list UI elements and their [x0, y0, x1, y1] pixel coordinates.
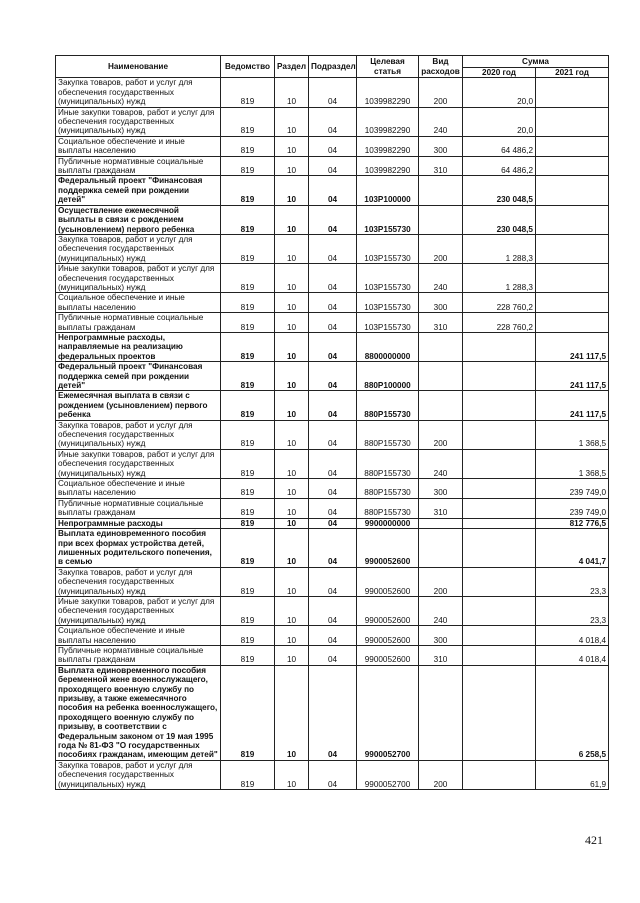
table-row [56, 156, 609, 176]
row-sum-2021: 23,3 [536, 567, 609, 596]
table-row [56, 498, 609, 518]
table-row [56, 176, 609, 205]
row-vid-rashodov: 310 [419, 645, 463, 665]
row-sum-2021: 239 749,0 [536, 479, 609, 499]
row-razdel: 10 [275, 362, 309, 391]
row-name: Ежемесячная выплата в связи с рождением (усыновлением) первого ребенка [56, 391, 221, 420]
row-vedomstvo: 819 [221, 391, 275, 420]
row-razdel: 10 [275, 313, 309, 333]
row-celevaya-statya: 880P155730 [357, 498, 419, 518]
row-vid-rashodov: 240 [419, 449, 463, 478]
row-podrazdel: 04 [309, 205, 357, 234]
row-podrazdel: 04 [309, 107, 357, 136]
row-podrazdel: 04 [309, 626, 357, 646]
row-vid-rashodov: 310 [419, 498, 463, 518]
row-celevaya-statya: 880P155730 [357, 449, 419, 478]
row-podrazdel: 04 [309, 234, 357, 263]
row-razdel: 10 [275, 479, 309, 499]
row-vedomstvo: 819 [221, 420, 275, 449]
row-celevaya-statya: 1039982290 [357, 78, 419, 107]
row-vedomstvo: 819 [221, 479, 275, 499]
table-row [56, 518, 609, 528]
col-header-razdel: Раздел [275, 56, 309, 78]
row-sum-2020 [463, 479, 536, 499]
row-razdel: 10 [275, 596, 309, 625]
row-sum-2020 [463, 760, 536, 789]
row-sum-2021: 241 117,5 [536, 332, 609, 361]
row-vedomstvo: 819 [221, 234, 275, 263]
row-name: Иные закупки товаров, работ и услуг для обеспечения государственных (муниципальных) нужд [56, 264, 221, 293]
row-vedomstvo: 819 [221, 205, 275, 234]
row-vedomstvo: 819 [221, 626, 275, 646]
row-sum-2020 [463, 332, 536, 361]
row-vid-rashodov [419, 391, 463, 420]
row-vid-rashodov: 300 [419, 136, 463, 156]
col-header-name: Наименование [56, 56, 221, 78]
row-podrazdel: 04 [309, 645, 357, 665]
row-podrazdel: 04 [309, 313, 357, 333]
row-vid-rashodov: 240 [419, 107, 463, 136]
row-celevaya-statya: 9900052700 [357, 665, 419, 760]
row-sum-2021 [536, 136, 609, 156]
row-vedomstvo: 819 [221, 529, 275, 568]
table-row [56, 626, 609, 646]
row-razdel: 10 [275, 391, 309, 420]
table-row [56, 264, 609, 293]
row-name: Социальное обеспечение и иные выплаты населению [56, 136, 221, 156]
col-header-podrazdel: Подраздел [309, 56, 357, 78]
table-row [56, 332, 609, 361]
row-sum-2020 [463, 567, 536, 596]
table-row [56, 136, 609, 156]
row-name: Иные закупки товаров, работ и услуг для обеспечения государственных (муниципальных) нужд [56, 596, 221, 625]
row-name: Выплата единовременного пособия беременной жене военнослужащего, проходящего военную службу по призыву, а также ежемесячного пособия на ребенка военнослужащего, проходящего военную службу по призыву, в соответствии с Федеральным законом от 19 мая 1995 года № 81-ФЗ "О государственных пособиях гражданам, имеющим детей" [56, 665, 221, 760]
row-name: Публичные нормативные социальные выплаты гражданам [56, 645, 221, 665]
row-celevaya-statya: 9900052600 [357, 645, 419, 665]
row-sum-2021: 239 749,0 [536, 498, 609, 518]
row-vid-rashodov: 200 [419, 760, 463, 789]
row-podrazdel: 04 [309, 567, 357, 596]
row-podrazdel: 04 [309, 665, 357, 760]
row-razdel: 10 [275, 760, 309, 789]
row-podrazdel: 04 [309, 518, 357, 528]
row-name: Закупка товаров, работ и услуг для обеспечения государственных (муниципальных) нужд [56, 567, 221, 596]
row-sum-2021: 812 776,5 [536, 518, 609, 528]
row-razdel: 10 [275, 626, 309, 646]
row-sum-2021 [536, 176, 609, 205]
row-celevaya-statya: 103P100000 [357, 176, 419, 205]
table-row [56, 107, 609, 136]
row-vid-rashodov: 300 [419, 293, 463, 313]
row-celevaya-statya: 1039982290 [357, 136, 419, 156]
row-vedomstvo: 819 [221, 498, 275, 518]
row-celevaya-statya: 103P155730 [357, 313, 419, 333]
row-podrazdel: 04 [309, 362, 357, 391]
col-header-vedomstvo: Ведомство [221, 56, 275, 78]
row-sum-2021 [536, 234, 609, 263]
row-vid-rashodov [419, 205, 463, 234]
row-podrazdel: 04 [309, 479, 357, 499]
table-row [56, 449, 609, 478]
row-razdel: 10 [275, 518, 309, 528]
row-razdel: 10 [275, 332, 309, 361]
row-name: Осуществление ежемесячной выплаты в связи с рождением (усыновлением) первого ребенка [56, 205, 221, 234]
row-vid-rashodov [419, 518, 463, 528]
row-name: Закупка товаров, работ и услуг для обеспечения государственных (муниципальных) нужд [56, 420, 221, 449]
row-sum-2021: 241 117,5 [536, 391, 609, 420]
row-celevaya-statya: 103P155730 [357, 264, 419, 293]
row-sum-2021: 4 018,4 [536, 645, 609, 665]
row-sum-2020: 230 048,5 [463, 176, 536, 205]
row-podrazdel: 04 [309, 760, 357, 789]
row-sum-2020: 230 048,5 [463, 205, 536, 234]
table-row [56, 420, 609, 449]
table-row [56, 645, 609, 665]
row-sum-2021: 1 368,5 [536, 449, 609, 478]
row-podrazdel: 04 [309, 176, 357, 205]
row-name: Иные закупки товаров, работ и услуг для обеспечения государственных (муниципальных) нужд [56, 449, 221, 478]
row-sum-2020: 228 760,2 [463, 293, 536, 313]
row-podrazdel: 04 [309, 529, 357, 568]
row-sum-2020 [463, 391, 536, 420]
row-vedomstvo: 819 [221, 596, 275, 625]
budget-table-page [55, 55, 608, 790]
row-sum-2020: 228 760,2 [463, 313, 536, 333]
row-razdel: 10 [275, 176, 309, 205]
row-razdel: 10 [275, 498, 309, 518]
row-sum-2020 [463, 645, 536, 665]
row-sum-2020 [463, 498, 536, 518]
row-sum-2020 [463, 449, 536, 478]
row-podrazdel: 04 [309, 420, 357, 449]
row-sum-2021: 6 258,5 [536, 665, 609, 760]
row-vedomstvo: 819 [221, 78, 275, 107]
row-sum-2020 [463, 362, 536, 391]
row-sum-2020: 1 288,3 [463, 264, 536, 293]
row-sum-2021 [536, 78, 609, 107]
table-row [56, 205, 609, 234]
row-razdel: 10 [275, 107, 309, 136]
row-vid-rashodov [419, 529, 463, 568]
row-vid-rashodov [419, 665, 463, 760]
row-sum-2021: 61,9 [536, 760, 609, 789]
col-header-2020: 2020 год [463, 68, 536, 78]
row-podrazdel: 04 [309, 596, 357, 625]
row-celevaya-statya: 9900052600 [357, 529, 419, 568]
row-name: Федеральный проект "Финансовая поддержка семей при рождении детей" [56, 176, 221, 205]
row-podrazdel: 04 [309, 498, 357, 518]
col-header-celevaya: Целевая статья [357, 56, 419, 78]
row-sum-2020 [463, 596, 536, 625]
row-celevaya-statya: 880P155730 [357, 420, 419, 449]
row-vid-rashodov: 240 [419, 596, 463, 625]
row-razdel: 10 [275, 293, 309, 313]
row-podrazdel: 04 [309, 391, 357, 420]
row-vedomstvo: 819 [221, 760, 275, 789]
row-vid-rashodov: 240 [419, 264, 463, 293]
row-razdel: 10 [275, 645, 309, 665]
row-sum-2021: 4 041,7 [536, 529, 609, 568]
col-header-2021: 2021 год [536, 68, 609, 78]
row-celevaya-statya: 1039982290 [357, 156, 419, 176]
row-vid-rashodov [419, 362, 463, 391]
row-sum-2021: 241 117,5 [536, 362, 609, 391]
row-celevaya-statya: 9900052600 [357, 567, 419, 596]
row-name: Публичные нормативные социальные выплаты гражданам [56, 156, 221, 176]
row-celevaya-statya: 880P155730 [357, 479, 419, 499]
row-vid-rashodov [419, 332, 463, 361]
row-vedomstvo: 819 [221, 176, 275, 205]
row-name: Закупка товаров, работ и услуг для обеспечения государственных (муниципальных) нужд [56, 78, 221, 107]
row-razdel: 10 [275, 156, 309, 176]
row-vid-rashodov [419, 176, 463, 205]
table-body [56, 78, 609, 790]
row-razdel: 10 [275, 665, 309, 760]
row-vedomstvo: 819 [221, 136, 275, 156]
row-sum-2021 [536, 313, 609, 333]
row-sum-2021 [536, 107, 609, 136]
row-vid-rashodov: 300 [419, 479, 463, 499]
row-vid-rashodov: 200 [419, 234, 463, 263]
row-vedomstvo: 819 [221, 264, 275, 293]
row-vedomstvo: 819 [221, 156, 275, 176]
row-vedomstvo: 819 [221, 293, 275, 313]
table-row [56, 529, 609, 568]
row-razdel: 10 [275, 529, 309, 568]
row-sum-2020 [463, 626, 536, 646]
table-row [56, 293, 609, 313]
row-name: Непрограммные расходы [56, 518, 221, 528]
row-sum-2021 [536, 264, 609, 293]
row-razdel: 10 [275, 567, 309, 596]
row-sum-2021 [536, 205, 609, 234]
row-vedomstvo: 819 [221, 665, 275, 760]
col-header-vid: Вид расходов [419, 56, 463, 78]
row-vid-rashodov: 310 [419, 313, 463, 333]
budget-table [55, 55, 609, 790]
row-celevaya-statya: 103P155730 [357, 205, 419, 234]
row-razdel: 10 [275, 420, 309, 449]
row-vid-rashodov: 300 [419, 626, 463, 646]
row-name: Закупка товаров, работ и услуг для обеспечения государственных (муниципальных) нужд [56, 234, 221, 263]
row-name: Публичные нормативные социальные выплаты гражданам [56, 498, 221, 518]
row-celevaya-statya: 880P155730 [357, 391, 419, 420]
table-row [56, 234, 609, 263]
row-podrazdel: 04 [309, 136, 357, 156]
table-row [56, 313, 609, 333]
row-name: Социальное обеспечение и иные выплаты населению [56, 626, 221, 646]
row-vedomstvo: 819 [221, 518, 275, 528]
row-name: Публичные нормативные социальные выплаты гражданам [56, 313, 221, 333]
row-name: Закупка товаров, работ и услуг для обеспечения государственных (муниципальных) нужд [56, 760, 221, 789]
row-name: Иные закупки товаров, работ и услуг для обеспечения государственных (муниципальных) нужд [56, 107, 221, 136]
row-razdel: 10 [275, 78, 309, 107]
row-sum-2021 [536, 293, 609, 313]
table-row [56, 567, 609, 596]
row-name: Выплата единовременного пособия при всех формах устройства детей, лишенных родительского попечения, в семью [56, 529, 221, 568]
row-sum-2021: 1 368,5 [536, 420, 609, 449]
row-vedomstvo: 819 [221, 449, 275, 478]
row-vedomstvo: 819 [221, 313, 275, 333]
row-celevaya-statya: 9900052600 [357, 596, 419, 625]
row-podrazdel: 04 [309, 78, 357, 107]
table-row [56, 78, 609, 107]
table-row [56, 760, 609, 789]
row-celevaya-statya: 880P100000 [357, 362, 419, 391]
row-podrazdel: 04 [309, 293, 357, 313]
row-celevaya-statya: 9900000000 [357, 518, 419, 528]
row-sum-2021: 4 018,4 [536, 626, 609, 646]
row-podrazdel: 04 [309, 156, 357, 176]
row-vedomstvo: 819 [221, 362, 275, 391]
page-number: 421 [585, 833, 603, 847]
table-row [56, 596, 609, 625]
row-vedomstvo: 819 [221, 332, 275, 361]
row-sum-2020: 1 288,3 [463, 234, 536, 263]
row-razdel: 10 [275, 449, 309, 478]
row-sum-2021 [536, 156, 609, 176]
row-name: Социальное обеспечение и иные выплаты населению [56, 293, 221, 313]
table-row [56, 391, 609, 420]
row-celevaya-statya: 103P155730 [357, 293, 419, 313]
row-sum-2020 [463, 665, 536, 760]
table-row [56, 362, 609, 391]
row-sum-2020: 64 486,2 [463, 156, 536, 176]
row-sum-2020 [463, 518, 536, 528]
row-celevaya-statya: 9900052700 [357, 760, 419, 789]
row-vid-rashodov: 310 [419, 156, 463, 176]
row-vedomstvo: 819 [221, 107, 275, 136]
row-vedomstvo: 819 [221, 645, 275, 665]
row-name: Федеральный проект "Финансовая поддержка семей при рождении детей" [56, 362, 221, 391]
row-razdel: 10 [275, 205, 309, 234]
row-sum-2020: 20,0 [463, 78, 536, 107]
row-podrazdel: 04 [309, 449, 357, 478]
col-header-summa: Сумма [463, 56, 609, 68]
row-celevaya-statya: 8800000000 [357, 332, 419, 361]
table-row [56, 665, 609, 760]
row-razdel: 10 [275, 136, 309, 156]
row-celevaya-statya: 1039982290 [357, 107, 419, 136]
row-sum-2020: 64 486,2 [463, 136, 536, 156]
row-vid-rashodov: 200 [419, 420, 463, 449]
row-podrazdel: 04 [309, 264, 357, 293]
row-name: Социальное обеспечение и иные выплаты населению [56, 479, 221, 499]
row-vid-rashodov: 200 [419, 567, 463, 596]
row-celevaya-statya: 9900052600 [357, 626, 419, 646]
row-sum-2020: 20,0 [463, 107, 536, 136]
row-sum-2021: 23,3 [536, 596, 609, 625]
row-podrazdel: 04 [309, 332, 357, 361]
row-razdel: 10 [275, 264, 309, 293]
row-name: Непрограммные расходы, направляемые на реализацию федеральных проектов [56, 332, 221, 361]
row-vid-rashodov: 200 [419, 78, 463, 107]
row-celevaya-statya: 103P155730 [357, 234, 419, 263]
table-row [56, 479, 609, 499]
row-sum-2020 [463, 529, 536, 568]
row-vedomstvo: 819 [221, 567, 275, 596]
row-razdel: 10 [275, 234, 309, 263]
row-sum-2020 [463, 420, 536, 449]
